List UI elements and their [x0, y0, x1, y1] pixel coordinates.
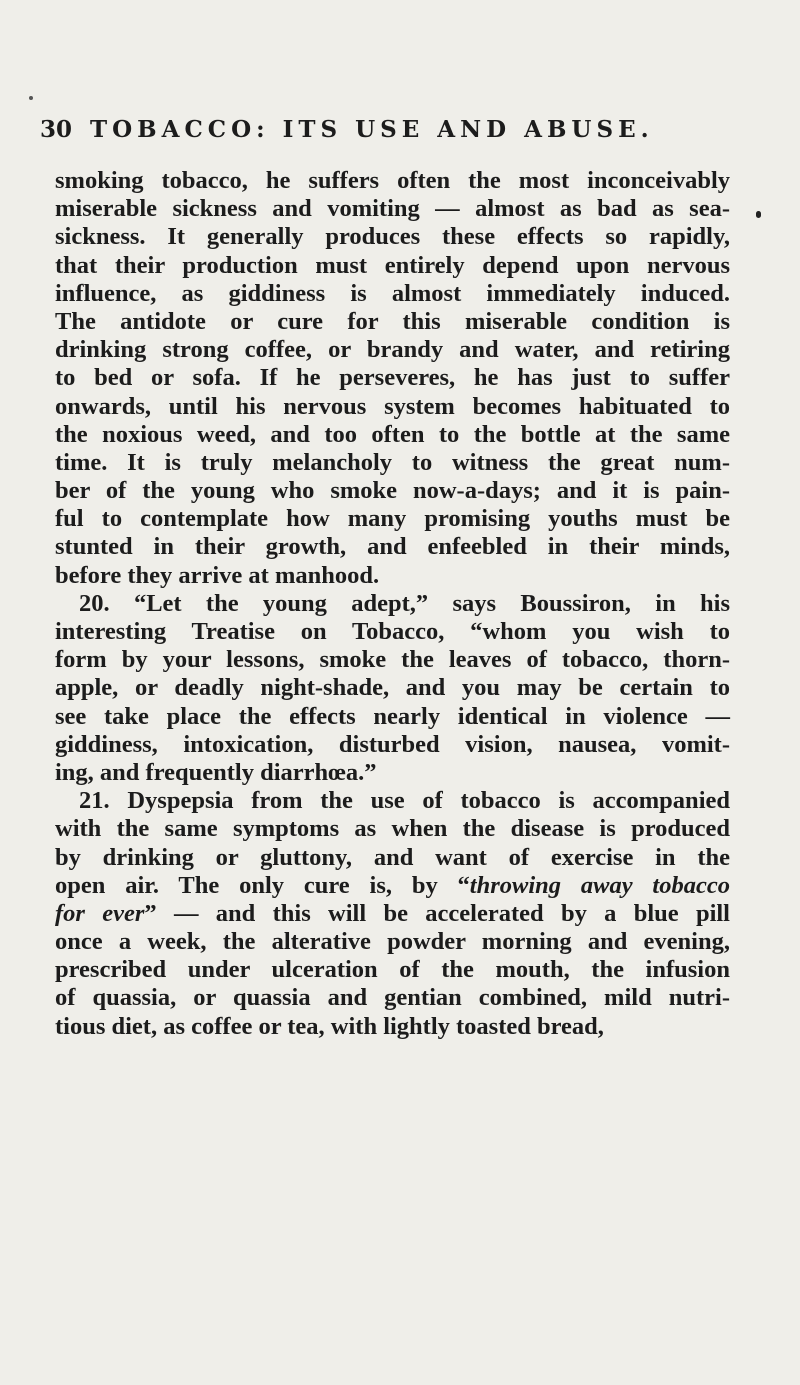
text-line: tious diet, as coffee or tea, with lightly toasted bread, — [55, 1012, 604, 1040]
text-segment: open air. The only cure is, by “ — [55, 871, 470, 899]
paragraph-20-start: 20. “Let the young adept,” says Boussiron, in his — [79, 589, 730, 617]
italic-phrase: for ever — [55, 899, 145, 927]
text-line: with the same symptoms as when the disease is produced — [55, 815, 730, 843]
text-line: see take place the effects nearly identical in violence — — [55, 702, 730, 730]
text-line: to bed or sofa. If he perseveres, he has just to suffer — [55, 364, 730, 392]
text-line: form by your lessons, smoke the leaves of tobacco, thorn- — [55, 646, 730, 674]
text-line: that their production must entirely depend upon nervous — [55, 251, 730, 279]
text-segment: ” — and this will be accelerated by a blue pill — [144, 899, 730, 927]
body-text — [55, 167, 730, 1041]
text-line: interesting Treatise on Tobacco, “whom you wish to — [55, 618, 730, 645]
text-line: sickness. It generally produces these effects so rapidly, — [55, 223, 730, 251]
text-line: onwards, until his nervous system becomes habituated to — [55, 392, 730, 420]
margin-mark — [756, 211, 761, 218]
text-line: smoking tobacco, he suffers often the most inconceivably — [55, 167, 730, 194]
text-line: time. It is truly melancholy to witness the great num- — [55, 448, 730, 476]
italic-phrase: throwing away tobacco — [469, 871, 730, 899]
paragraph-21-start: 21. Dyspepsia from the use of tobacco is accompanied — [79, 787, 730, 815]
text-line: stunted in their growth, and enfeebled in their minds, — [55, 533, 730, 561]
page-number: 30 — [40, 116, 73, 143]
text-line: giddiness, intoxication, disturbed vision, nausea, vomit- — [55, 730, 730, 758]
text-line: ing, and frequently diarrhœa.” — [55, 758, 377, 786]
text-line: of quassia, or quassia and gentian combined, mild nutri- — [55, 984, 730, 1012]
text-line: influence, as giddiness is almost immediately induced. — [55, 279, 730, 307]
text-line: ful to contemplate how many promising youths must be — [55, 505, 730, 533]
margin-speck — [29, 96, 33, 100]
text-line-with-italics — [55, 900, 730, 928]
text-line: before they arrive at manhood. — [55, 561, 380, 589]
text-line: The antidote or cure for this miserable condition is — [55, 307, 730, 335]
running-header — [40, 110, 740, 150]
running-title: TOBACCO: ITS USE AND ABUSE. — [90, 116, 654, 143]
text-line: miserable sickness and vomiting — almost as bad as sea- — [55, 195, 730, 223]
text-line: by drinking or gluttony, and want of exercise in the — [55, 843, 730, 871]
text-line: once a week, the alterative powder morning and evening, — [55, 928, 730, 956]
text-line: prescribed under ulceration of the mouth, the infusion — [55, 956, 730, 984]
text-line: apple, or deadly night-shade, and you may be certain to — [55, 674, 730, 702]
text-line: drinking strong coffee, or brandy and water, and retiring — [55, 336, 730, 364]
text-line: the noxious weed, and too often to the bottle at the same — [55, 420, 730, 448]
text-line: ber of the young who smoke now-a-days; and it is pain- — [55, 477, 730, 505]
text-line-with-italics — [55, 872, 730, 900]
